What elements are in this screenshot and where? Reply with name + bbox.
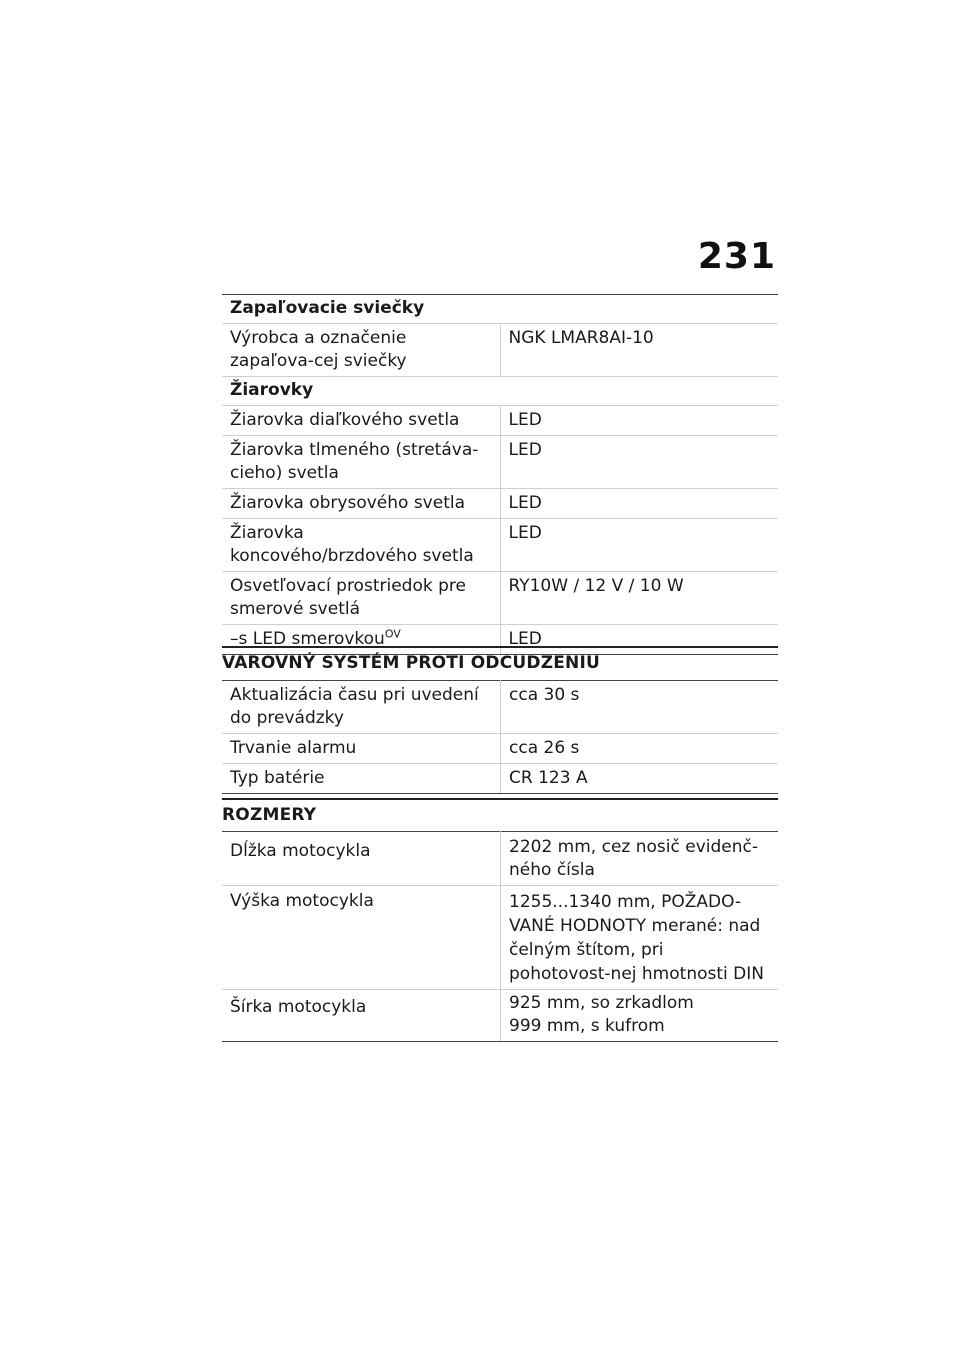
table-row bbox=[222, 436, 778, 489]
row-label: Žiarovka tlmeného (stretáva-cieho) svetla bbox=[222, 436, 500, 489]
option-marker: OV bbox=[384, 627, 401, 641]
row-value: LED bbox=[500, 489, 778, 519]
row-value: LED bbox=[500, 436, 778, 489]
row-label: Trvanie alarmu bbox=[222, 734, 501, 764]
dimensions-table bbox=[222, 831, 778, 1042]
row-value: LED bbox=[500, 406, 778, 436]
table-row bbox=[222, 572, 778, 625]
table-section-header bbox=[222, 377, 778, 406]
table-row bbox=[222, 764, 778, 794]
row-value: LED bbox=[500, 625, 778, 655]
page-number: 231 bbox=[697, 236, 776, 277]
spark-plugs-title: Zapaľovacie sviečky bbox=[222, 295, 778, 324]
row-label: Dĺžka motocykla bbox=[222, 832, 501, 886]
row-label-text: –s LED smerovkou bbox=[230, 629, 385, 649]
table-section-header bbox=[222, 295, 778, 324]
spark-plugs-bulbs-table bbox=[222, 294, 778, 655]
bulbs-title: Žiarovky bbox=[222, 377, 778, 406]
table-row bbox=[222, 886, 778, 990]
table-row bbox=[222, 681, 778, 734]
row-label: Výrobca a označenie zapaľova-cej sviečky bbox=[222, 324, 500, 377]
anti-theft-table bbox=[222, 680, 778, 794]
dimensions-title: ROZMERY bbox=[222, 798, 778, 825]
row-value: LED bbox=[500, 519, 778, 572]
value-line: 999 mm, s kufrom bbox=[509, 1016, 665, 1036]
table-row bbox=[222, 990, 778, 1042]
row-value: CR 123 A bbox=[501, 764, 779, 794]
table-row bbox=[222, 734, 778, 764]
row-value bbox=[501, 990, 779, 1042]
table-row bbox=[222, 324, 778, 377]
anti-theft-title: VAROVNÝ SYSTÉM PROTI ODCUDZENIU bbox=[222, 646, 778, 673]
table-row bbox=[222, 519, 778, 572]
row-label: Aktualizácia času pri uvedení do prevádzky bbox=[222, 681, 501, 734]
row-label: Žiarovka obrysového svetla bbox=[222, 489, 500, 519]
row-value: RY10W / 12 V / 10 W bbox=[500, 572, 778, 625]
row-value: NGK LMAR8AI-10 bbox=[500, 324, 778, 377]
row-label: Žiarovka diaľkového svetla bbox=[222, 406, 500, 436]
row-value: cca 30 s bbox=[501, 681, 779, 734]
row-value: 2202 mm, cez nosič evidenč-ného čísla bbox=[501, 832, 779, 886]
value-line: 925 mm, so zrkadlom bbox=[509, 993, 694, 1013]
row-value: 1255...1340 mm, POŽADO-VANÉ HODNOTY merané: nad čelným štítom, pri pohotovost-nej hmotnosti DIN bbox=[501, 886, 779, 990]
row-label: Šírka motocykla bbox=[222, 990, 501, 1042]
table-row bbox=[222, 406, 778, 436]
table-row bbox=[222, 489, 778, 519]
row-label: Osvetľovací prostriedok pre smerové svetlá bbox=[222, 572, 500, 625]
row-label: Výška motocykla bbox=[222, 886, 501, 990]
table-row bbox=[222, 832, 778, 886]
row-label: Typ batérie bbox=[222, 764, 501, 794]
row-value: cca 26 s bbox=[501, 734, 779, 764]
row-label: Žiarovka koncového/brzdového svetla bbox=[222, 519, 500, 572]
